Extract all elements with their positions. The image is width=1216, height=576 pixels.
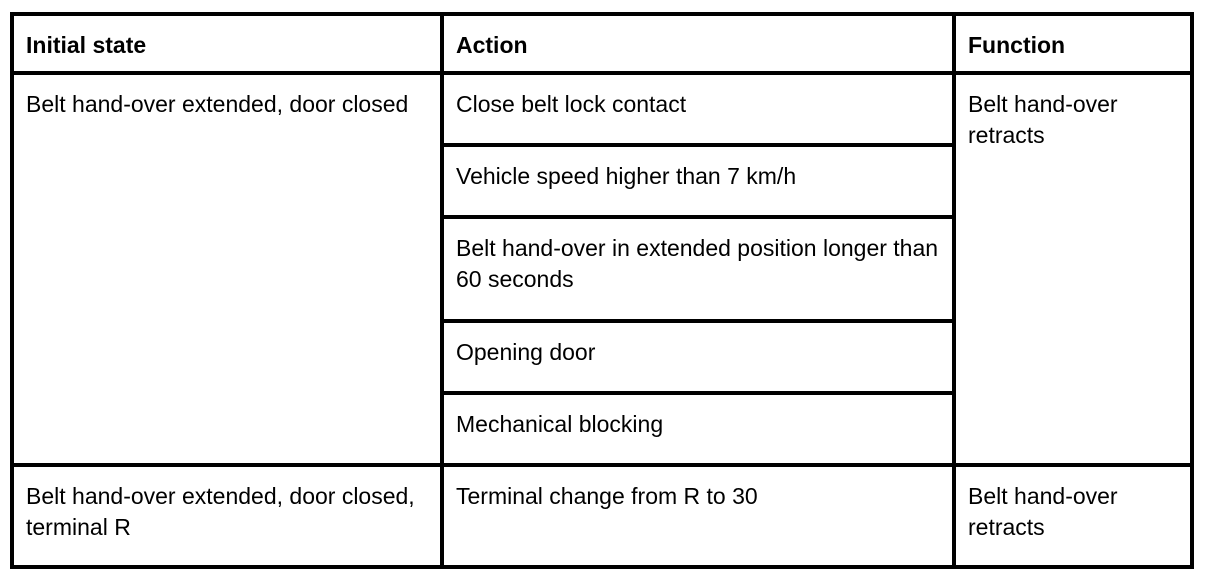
header-initial-state: Initial state	[12, 14, 442, 73]
action-cell: Vehicle speed higher than 7 km/h	[442, 145, 954, 217]
document-table-container	[10, 12, 1190, 564]
initial-state-cell: Belt hand-over extended, door closed, terminal R	[12, 465, 442, 567]
header-function: Function	[954, 14, 1192, 73]
header-action: Action	[442, 14, 954, 73]
function-table	[10, 12, 1194, 569]
table-row	[12, 73, 1192, 145]
action-cell: Close belt lock contact	[442, 73, 954, 145]
action-cell: Belt hand-over in extended position longer than 60 seconds	[442, 217, 954, 321]
action-cell: Mechanical blocking	[442, 393, 954, 465]
function-cell: Belt hand-over retracts	[954, 73, 1192, 465]
action-cell: Terminal change from R to 30	[442, 465, 954, 567]
initial-state-cell: Belt hand-over extended, door closed	[12, 73, 442, 465]
function-cell: Belt hand-over retracts	[954, 465, 1192, 567]
action-cell: Opening door	[442, 321, 954, 393]
table-row	[12, 465, 1192, 567]
table-header-row	[12, 14, 1192, 73]
